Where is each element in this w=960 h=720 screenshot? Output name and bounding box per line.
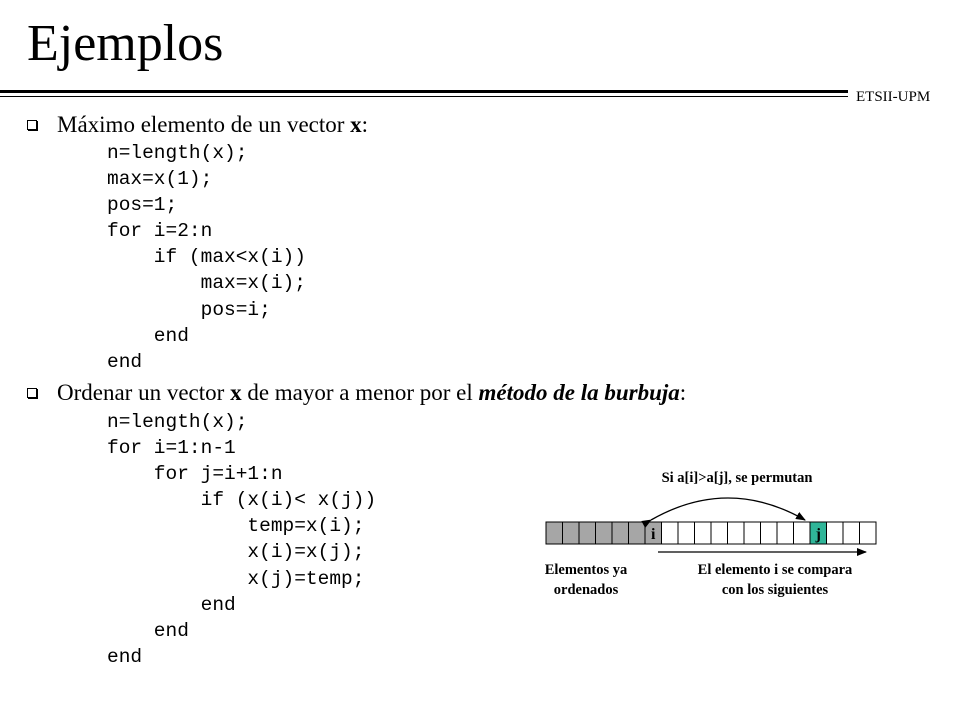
bullet-text: Máximo elemento de un vector bbox=[57, 112, 351, 137]
swap-arrow bbox=[651, 498, 805, 520]
code-block-bubble: n=length(x); for i=1:n-1 for j=i+1:n if (x(i)< x(j)) temp=x(i); x(i)=x(j); x(j)=temp; end end end bbox=[107, 411, 377, 668]
array-cell bbox=[563, 522, 580, 544]
array-cells bbox=[546, 522, 876, 544]
array-cell bbox=[761, 522, 778, 544]
bullet-text: Ordenar un vector bbox=[57, 380, 231, 405]
array-cell bbox=[546, 522, 563, 544]
array-cell bbox=[695, 522, 712, 544]
bullet-suffix: : bbox=[679, 380, 687, 405]
sorted-elements-label: Elementos ya ordenados bbox=[544, 562, 628, 598]
array-cell bbox=[827, 522, 844, 544]
code-block-max: n=length(x); max=x(1); pos=1; for i=2:n if (max<x(i)) max=x(i); pos=i; end end bbox=[107, 142, 306, 373]
array-cell bbox=[744, 522, 761, 544]
bullet-suffix: : bbox=[361, 112, 369, 137]
array-cell bbox=[662, 522, 679, 544]
cell-label-i: i bbox=[651, 526, 656, 543]
bullet-text-middle: de mayor a menor por el bbox=[241, 380, 479, 405]
swap-condition-label: Si a[i]>a[j], se permutan bbox=[661, 470, 813, 486]
cell-label-j: j bbox=[815, 526, 821, 543]
array-cell bbox=[728, 522, 745, 544]
bullet-method-name: método de la burbuja bbox=[478, 380, 680, 405]
organization-label: ETSII-UPM bbox=[856, 89, 931, 105]
compare-description-label: El elemento i se compara con los siguientes bbox=[697, 562, 853, 598]
array-cell bbox=[860, 522, 877, 544]
array-cell bbox=[629, 522, 646, 544]
bullet-variable: x bbox=[230, 380, 242, 405]
array-cell bbox=[777, 522, 794, 544]
array-cell bbox=[579, 522, 596, 544]
array-cell bbox=[711, 522, 728, 544]
array-cell bbox=[843, 522, 860, 544]
page-title: Ejemplos bbox=[27, 15, 224, 72]
bullet-variable: x bbox=[350, 112, 362, 137]
array-cell bbox=[678, 522, 695, 544]
array-cell bbox=[596, 522, 613, 544]
array-cell bbox=[794, 522, 811, 544]
array-cell bbox=[612, 522, 629, 544]
